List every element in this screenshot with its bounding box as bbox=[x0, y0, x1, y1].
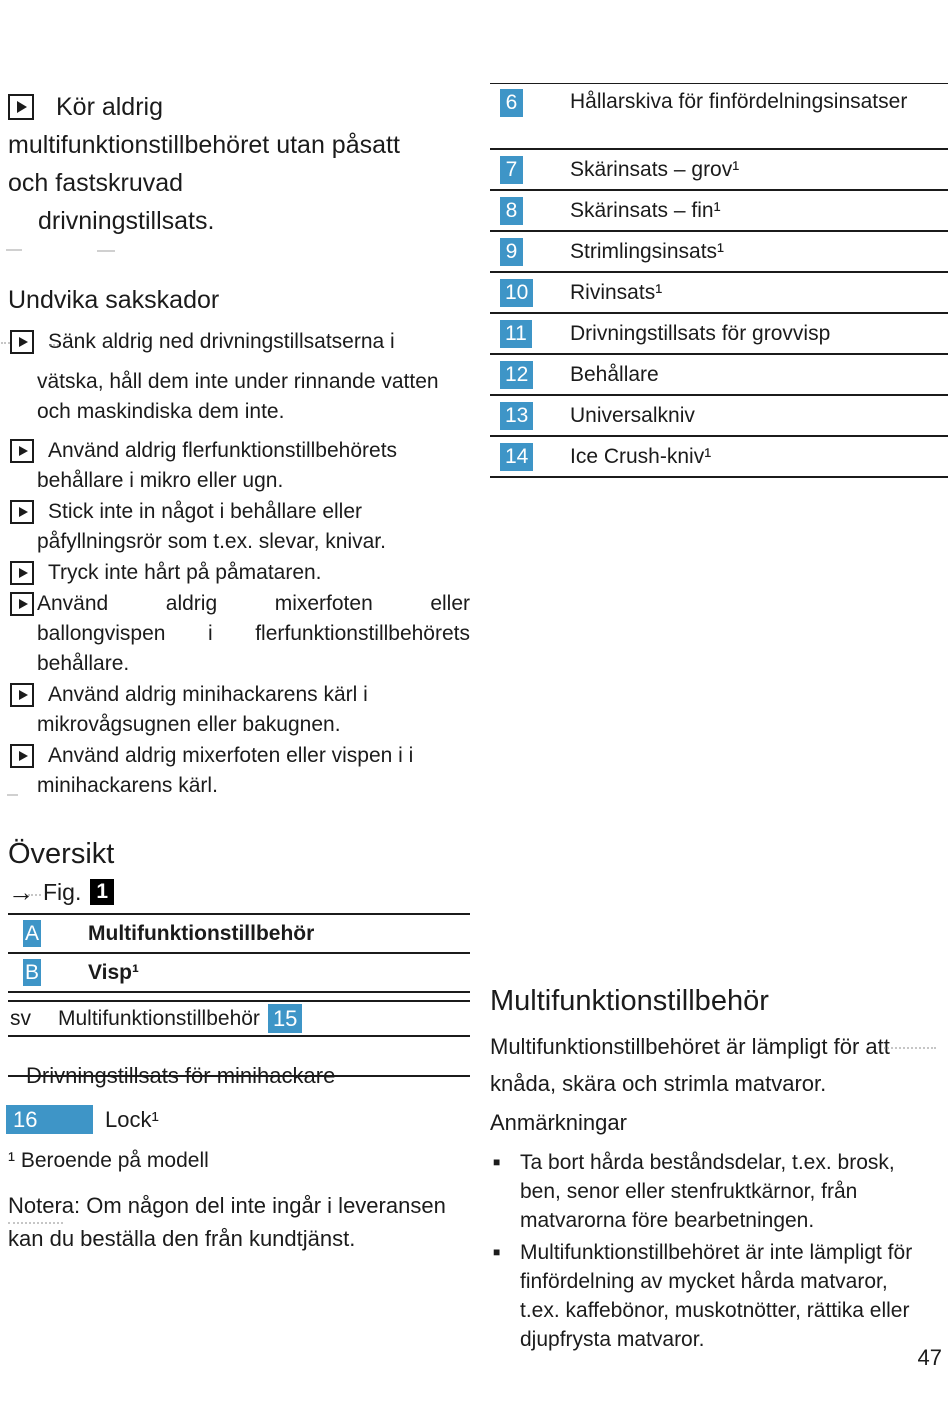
play-triangle-icon bbox=[17, 101, 27, 113]
remark-item bbox=[490, 1238, 950, 1354]
safety-instruction-list bbox=[8, 327, 470, 801]
square-bullet-icon: ■ bbox=[493, 1155, 501, 1169]
safety-item bbox=[8, 436, 470, 496]
item-label: Visp¹ bbox=[88, 960, 139, 984]
overview-legend-table bbox=[8, 913, 470, 993]
item-label: Behållare bbox=[570, 362, 659, 386]
running-header-row bbox=[8, 1000, 470, 1037]
item-label: Drivningstillsats för grovvisp bbox=[570, 321, 831, 345]
safety-line: Använd aldrig mixerfoten eller vispen i i bbox=[48, 744, 414, 767]
safety-line: vätska, håll dem inte under rinnande vatten bbox=[37, 370, 439, 393]
instruction-icon bbox=[10, 330, 34, 354]
left-column bbox=[8, 88, 470, 1255]
intro-line: drivningstillsats. bbox=[38, 207, 215, 235]
figure-label: Fig. bbox=[43, 878, 82, 905]
instruction-icon bbox=[8, 94, 34, 120]
item-label: Universalkniv bbox=[570, 403, 695, 427]
item-number-badge: 11 bbox=[500, 320, 532, 348]
play-triangle-icon bbox=[19, 337, 28, 347]
safety-line: ballongvispen i flerfunktionstillbehörets bbox=[37, 622, 470, 645]
item-key-badge: A bbox=[23, 920, 41, 947]
safety-item bbox=[8, 741, 470, 801]
scan-artifact-dash bbox=[8, 1222, 63, 1224]
footnote: ¹ Beroende på modell bbox=[8, 1149, 209, 1172]
intro-line: multifunktionstillbehöret utan påsatt bbox=[8, 131, 400, 159]
safety-line: behållare i mikro eller ugn. bbox=[37, 469, 284, 492]
instruction-icon bbox=[10, 561, 34, 585]
intro-text: Kör aldrig bbox=[56, 93, 163, 121]
lock-row bbox=[8, 1105, 470, 1135]
item-label: Rivinsats¹ bbox=[570, 280, 663, 304]
remark-line: Multifunktionstillbehöret är inte lämpligt för bbox=[520, 1241, 913, 1264]
safety-line: minihackarens kärl. bbox=[37, 774, 218, 797]
note-line: kan du beställa den från kundtjänst. bbox=[8, 1226, 356, 1251]
square-bullet-icon: ■ bbox=[493, 1245, 501, 1259]
item-number-badge: 6 bbox=[500, 89, 523, 117]
table-row bbox=[490, 232, 948, 273]
safety-line: Använd aldrig flerfunktionstillbehörets bbox=[48, 439, 398, 462]
safety-line: Tryck inte hårt på påmataren. bbox=[48, 561, 322, 584]
play-triangle-icon bbox=[19, 568, 28, 578]
item-label: Ice Crush-kniv¹ bbox=[570, 444, 712, 468]
table-row bbox=[490, 150, 948, 191]
section-title-multifunktionstillbehor: Multifunktionstillbehör bbox=[490, 985, 769, 1017]
remark-line: finfördelning av mycket hårda matvaror, bbox=[520, 1270, 888, 1293]
scan-artifact-dash bbox=[1, 342, 10, 344]
item-key-badge: B bbox=[23, 959, 41, 986]
language-code: sv bbox=[10, 1006, 31, 1030]
intro-line: Multifunktionstillbehöret är lämpligt för att bbox=[490, 1034, 890, 1059]
scan-artifact-dash bbox=[884, 1047, 936, 1049]
instruction-icon bbox=[10, 683, 34, 707]
safety-item bbox=[8, 589, 470, 679]
parts-table bbox=[490, 83, 948, 478]
table-row bbox=[8, 954, 470, 993]
scan-artifact-dash bbox=[28, 894, 41, 896]
play-triangle-icon bbox=[19, 751, 28, 761]
safety-line: mikrovågsugnen eller bakugnen. bbox=[37, 713, 341, 736]
table-row bbox=[490, 84, 948, 150]
instruction-icon bbox=[10, 744, 34, 768]
item-number-badge: 13 bbox=[500, 402, 533, 430]
subsection-title-anmarkningar: Anmärkningar bbox=[490, 1110, 627, 1135]
note-paragraph bbox=[8, 1189, 470, 1255]
struck-table-row bbox=[8, 1061, 470, 1091]
safety-item bbox=[8, 558, 470, 588]
item-number-badge: 8 bbox=[500, 197, 523, 225]
play-triangle-icon bbox=[19, 690, 28, 700]
item-label: Hållarskiva för finfördelningsinsatser bbox=[570, 90, 908, 113]
remark-line: ben, senor eller stenfruktkärnor, från bbox=[520, 1180, 858, 1203]
item-number-badge: 7 bbox=[500, 156, 523, 184]
figure-number-badge: 1 bbox=[90, 879, 114, 905]
remark-item bbox=[490, 1148, 950, 1235]
intro-line bbox=[8, 88, 470, 126]
safety-line: påfyllningsrör som t.ex. slevar, knivar. bbox=[37, 530, 386, 553]
item-number-badge: 16 bbox=[6, 1105, 93, 1134]
item-number-badge: 14 bbox=[500, 443, 533, 471]
safety-line: behållare. bbox=[37, 652, 130, 675]
multifunction-section bbox=[490, 984, 950, 1357]
item-label: Skärinsats – grov¹ bbox=[570, 157, 740, 181]
section-title-undvika-sakskador: Undvika sakskador bbox=[8, 286, 220, 314]
intro-line: och fastskruvad bbox=[8, 169, 184, 197]
arrow-right-icon: → bbox=[8, 876, 34, 907]
remark-line: matvarorna före bearbetningen. bbox=[520, 1209, 815, 1232]
table-row bbox=[490, 396, 948, 437]
item-number-badge: 10 bbox=[500, 279, 533, 307]
scan-artifact-dash bbox=[97, 250, 115, 252]
section-intro bbox=[490, 1028, 950, 1102]
safety-line: och maskindiska dem inte. bbox=[37, 400, 285, 423]
play-triangle-icon bbox=[19, 446, 28, 456]
running-header-title: Multifunktionstillbehör bbox=[58, 1006, 260, 1030]
intro-line: knåda, skära och strimla matvaror. bbox=[490, 1071, 827, 1096]
section-title-oversikt: Översikt bbox=[8, 838, 115, 870]
remark-line: t.ex. kaffebönor, muskotnötter, rättika eller bbox=[520, 1299, 910, 1322]
safety-item bbox=[8, 497, 470, 557]
safety-item bbox=[8, 327, 470, 427]
safety-item bbox=[8, 680, 470, 740]
item-label: Skärinsats – fin¹ bbox=[570, 198, 721, 222]
table-row bbox=[490, 191, 948, 232]
table-row bbox=[490, 355, 948, 396]
struck-row-label: Drivningstillsats för minihackare bbox=[26, 1063, 336, 1088]
safety-line: Använd aldrig minihackarens kärl i bbox=[48, 683, 368, 706]
play-triangle-icon bbox=[19, 507, 28, 517]
item-label: Multifunktionstillbehör bbox=[88, 921, 315, 945]
instruction-icon bbox=[10, 439, 34, 463]
remark-line: Ta bort hårda beståndsdelar, t.ex. brosk, bbox=[520, 1151, 895, 1174]
safety-line: Använd aldrig mixerfoten eller bbox=[37, 592, 470, 615]
table-row bbox=[490, 273, 948, 314]
item-label: Lock¹ bbox=[105, 1107, 159, 1132]
scan-artifact-dash bbox=[6, 249, 22, 251]
instruction-icon bbox=[10, 592, 34, 616]
remark-line: djupfrysta matvaror. bbox=[520, 1328, 705, 1351]
table-row bbox=[490, 437, 948, 478]
note-line: Notera: Om någon del inte ingår i leveransen bbox=[8, 1193, 446, 1218]
remarks-list bbox=[490, 1148, 950, 1354]
item-label: Strimlingsinsats¹ bbox=[570, 239, 725, 263]
page-number: 47 bbox=[917, 1345, 942, 1370]
instruction-icon bbox=[10, 500, 34, 524]
item-number-badge: 12 bbox=[500, 361, 533, 389]
scan-artifact-dash bbox=[50, 344, 59, 346]
safety-line: Sänk aldrig ned drivningstillsatserna i bbox=[48, 330, 395, 353]
item-number-badge: 15 bbox=[268, 1004, 302, 1033]
table-row bbox=[8, 915, 470, 954]
table-row bbox=[490, 314, 948, 355]
item-number-badge: 9 bbox=[500, 238, 523, 266]
safety-line: Stick inte in något i behållare eller bbox=[48, 500, 363, 523]
intro-warning bbox=[8, 88, 470, 240]
scan-artifact-dash bbox=[7, 794, 18, 796]
strike-line bbox=[8, 1075, 470, 1077]
play-triangle-icon bbox=[19, 599, 28, 609]
figure-reference bbox=[8, 877, 470, 907]
